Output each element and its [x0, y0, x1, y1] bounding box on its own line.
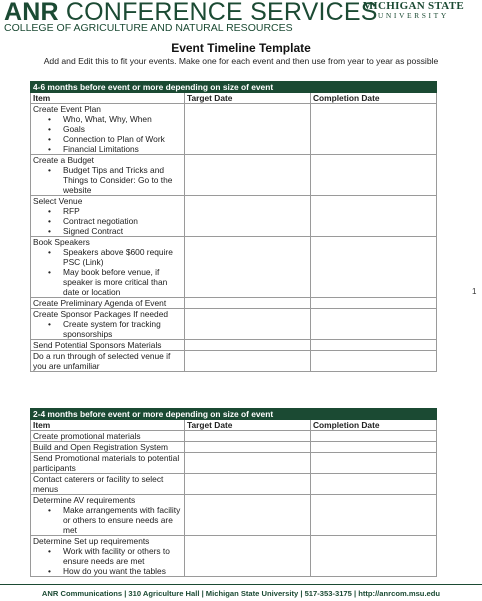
- item-cell: [31, 340, 185, 351]
- target-date-cell[interactable]: [185, 104, 311, 155]
- target-date-cell[interactable]: [185, 474, 311, 495]
- table-row: [31, 237, 437, 298]
- column-header-item: Item: [31, 93, 185, 104]
- table-row: [31, 536, 437, 577]
- completion-date-cell[interactable]: [311, 298, 437, 309]
- document-subtitle: Add and Edit this to fit your events. Make one for each event and then use from year to year as possible: [43, 56, 439, 66]
- item-bullet-list: [33, 546, 183, 576]
- item-cell: [31, 351, 185, 372]
- target-date-cell[interactable]: [185, 309, 311, 340]
- msu-logo-line1: MICHIGAN STATE: [362, 0, 464, 12]
- column-header-row: [31, 420, 437, 431]
- completion-date-cell[interactable]: [311, 196, 437, 237]
- item-cell: [31, 431, 185, 442]
- completion-date-cell[interactable]: [311, 351, 437, 372]
- table-row: [31, 155, 437, 196]
- timeline-table-4-6-months: [30, 81, 437, 378]
- item-cell: [31, 196, 185, 237]
- item-bullet-list: [33, 247, 183, 297]
- item-bullet: • Goals: [63, 124, 183, 134]
- table-row: [31, 298, 437, 309]
- brand-title-rest: CONFERENCE SERVICES: [58, 0, 378, 26]
- item-label: Book Speakers: [33, 237, 90, 247]
- item-bullet: • Contract negotiation: [63, 216, 183, 226]
- column-header-item: Item: [31, 420, 185, 431]
- section-title: 2-4 months before event or more depending on size of event: [31, 409, 437, 420]
- brand-subtitle: COLLEGE OF AGRICULTURE AND NATURAL RESOURCES: [4, 22, 293, 34]
- item-bullet-list: [33, 505, 183, 535]
- table-row: [31, 474, 437, 495]
- item-cell: [31, 298, 185, 309]
- timeline-table-2-4-months: [30, 408, 437, 577]
- item-bullet: • Signed Contract: [63, 226, 183, 236]
- item-bullet-list: [33, 206, 183, 236]
- target-date-cell[interactable]: [185, 155, 311, 196]
- completion-date-cell[interactable]: [311, 536, 437, 577]
- table-row: [31, 495, 437, 536]
- column-header-completion-date: Completion Date: [311, 420, 437, 431]
- table-row: [31, 104, 437, 155]
- completion-date-cell[interactable]: [311, 237, 437, 298]
- table-row: [31, 453, 437, 474]
- target-date-cell[interactable]: [185, 237, 311, 298]
- msu-logo: [363, 0, 464, 20]
- item-bullet: • How do you want the tables: [63, 566, 183, 576]
- table-row: [31, 309, 437, 340]
- item-bullet: • May book before venue, if speaker is more critical than date or location: [63, 267, 183, 297]
- completion-date-cell[interactable]: [311, 453, 437, 474]
- item-label: Send Promotional materials to potential participants: [33, 453, 180, 473]
- target-date-cell[interactable]: [185, 495, 311, 536]
- item-cell: [31, 442, 185, 453]
- item-bullet: • Speakers above $600 require PSC (Link): [63, 247, 183, 267]
- completion-date-cell[interactable]: [311, 155, 437, 196]
- item-label: Create Preliminary Agenda of Event: [33, 298, 167, 308]
- spacer-row: [31, 372, 437, 379]
- section-header-row: [31, 409, 437, 420]
- item-label: Send Potential Sponsors Materials: [33, 340, 162, 350]
- completion-date-cell[interactable]: [311, 309, 437, 340]
- item-label: Contact caterers or facility to select menus: [33, 474, 164, 494]
- item-label: Determine Set up requirements: [33, 536, 150, 546]
- item-label: Determine AV requirements: [33, 495, 136, 505]
- table-row: [31, 431, 437, 442]
- completion-date-cell[interactable]: [311, 340, 437, 351]
- table-row: [31, 351, 437, 372]
- msu-logo-line2: UNIVERSITY: [377, 11, 449, 20]
- item-cell: [31, 536, 185, 577]
- item-cell: [31, 237, 185, 298]
- item-bullet: • Work with facility or others to ensure needs are met: [63, 546, 183, 566]
- section-header-row: [31, 82, 437, 93]
- completion-date-cell[interactable]: [311, 431, 437, 442]
- target-date-cell[interactable]: [185, 298, 311, 309]
- table-row: [31, 442, 437, 453]
- target-date-cell[interactable]: [185, 196, 311, 237]
- item-label: Create Event Plan: [33, 104, 101, 114]
- target-date-cell[interactable]: [185, 340, 311, 351]
- target-date-cell[interactable]: [185, 351, 311, 372]
- table-row: [31, 196, 437, 237]
- item-label: Build and Open Registration System: [33, 442, 169, 452]
- item-cell: [31, 474, 185, 495]
- item-bullet: • Create system for tracking sponsorships: [63, 319, 183, 339]
- footer-divider: [0, 584, 482, 585]
- item-bullet: • Who, What, Why, When: [63, 114, 183, 124]
- item-label: Create promotional materials: [33, 431, 141, 441]
- item-label: Create Sponsor Packages If needed: [33, 309, 169, 319]
- spacer-cell: [31, 372, 437, 379]
- item-label: Create a Budget: [33, 155, 94, 165]
- item-cell: [31, 155, 185, 196]
- target-date-cell[interactable]: [185, 442, 311, 453]
- item-bullet-list: [33, 319, 183, 339]
- target-date-cell[interactable]: [185, 453, 311, 474]
- section-title: 4-6 months before event or more depending on size of event: [31, 82, 437, 93]
- column-header-row: [31, 93, 437, 104]
- completion-date-cell[interactable]: [311, 442, 437, 453]
- item-bullet-list: [33, 165, 183, 195]
- completion-date-cell[interactable]: [311, 495, 437, 536]
- item-bullet: • Connection to Plan of Work: [63, 134, 183, 144]
- item-bullet: • Budget Tips and Tricks and Things to Consider: Go to the website: [63, 165, 183, 195]
- target-date-cell[interactable]: [185, 431, 311, 442]
- page-footer: ANR Communications | 310 Agriculture Hall | Michigan State University | 517-353-3175 | http://anrcom.msu.edu: [41, 589, 441, 598]
- item-label: Select Venue: [33, 196, 83, 206]
- item-bullet: • Make arrangements with facility or others to ensure needs are met: [63, 505, 183, 535]
- item-cell: [31, 104, 185, 155]
- target-date-cell[interactable]: [185, 536, 311, 577]
- item-bullet: • Financial Limitations: [63, 144, 183, 154]
- completion-date-cell[interactable]: [311, 104, 437, 155]
- completion-date-cell[interactable]: [311, 474, 437, 495]
- item-bullet-list: [33, 114, 183, 154]
- brand-title-bold: ANR: [4, 0, 59, 26]
- column-header-target-date: Target Date: [185, 93, 311, 104]
- column-header-target-date: Target Date: [185, 420, 311, 431]
- item-label: Do a run through of selected venue if you are unfamiliar: [33, 351, 171, 371]
- document-title: Event Timeline Template: [171, 41, 311, 55]
- column-header-completion-date: Completion Date: [311, 93, 437, 104]
- page-number: 1: [472, 287, 477, 296]
- item-cell: [31, 309, 185, 340]
- item-cell: [31, 495, 185, 536]
- table-row: [31, 340, 437, 351]
- item-cell: [31, 453, 185, 474]
- item-bullet: • RFP: [63, 206, 183, 216]
